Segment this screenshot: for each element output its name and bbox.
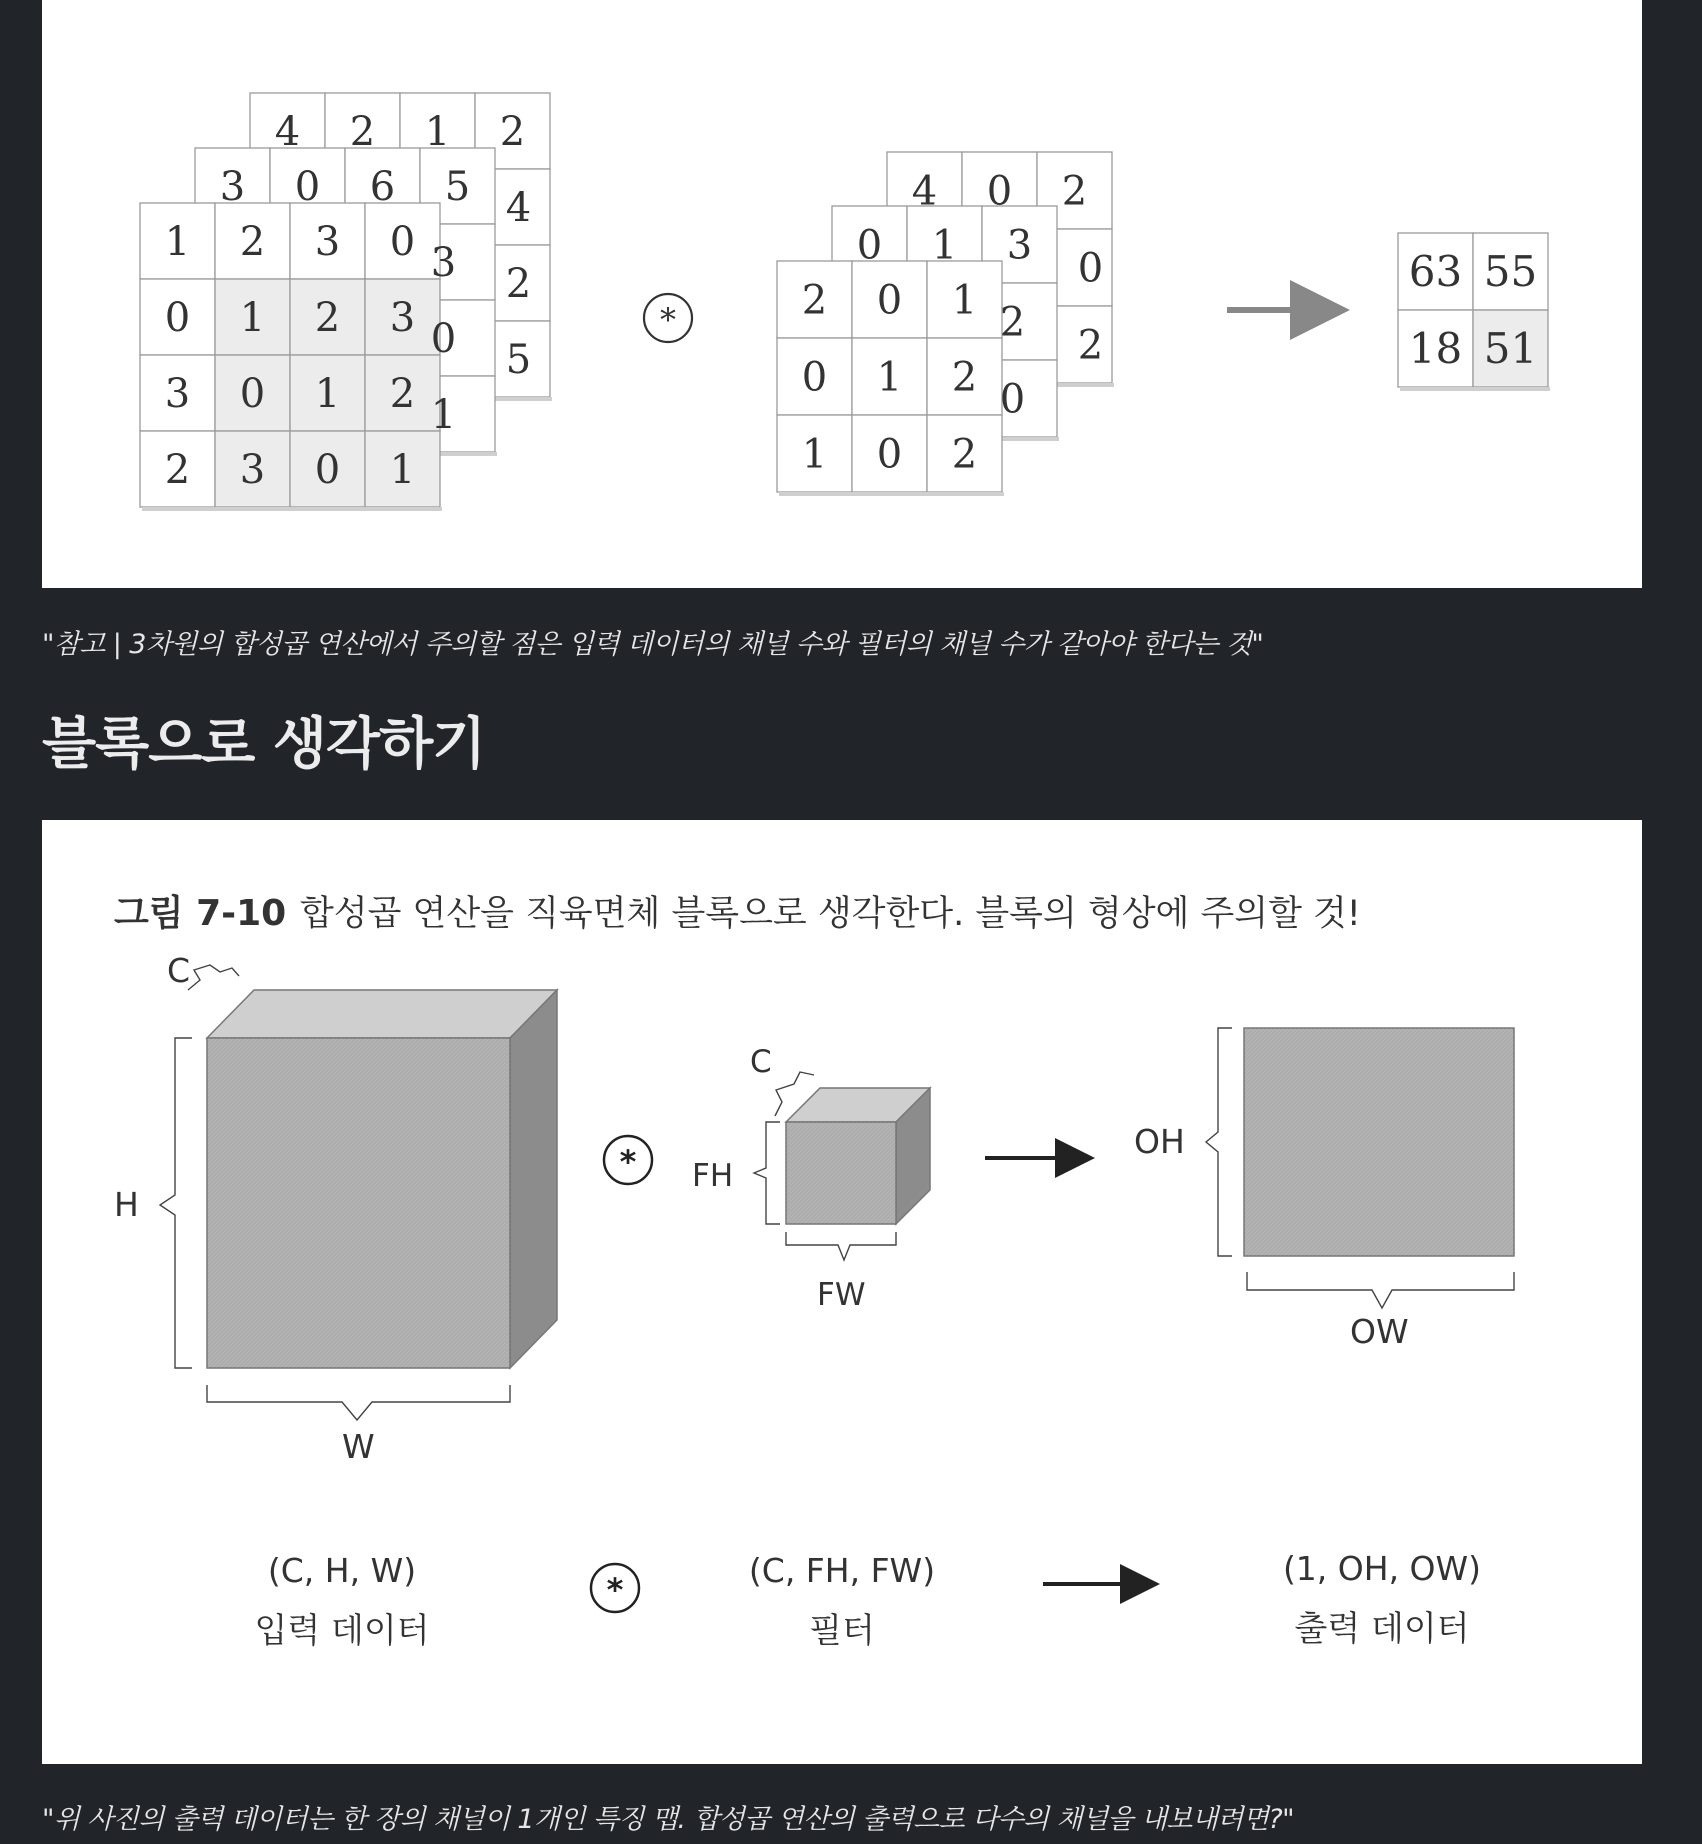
output-value: 18 <box>1408 324 1463 374</box>
input-value: 3 <box>314 219 341 265</box>
input-w-label: W <box>342 1427 375 1466</box>
output-oh-bracket <box>1206 1028 1232 1256</box>
output-oh-label: OH <box>1134 1122 1185 1161</box>
input-value: 2 <box>389 371 416 417</box>
input-value: 0 <box>314 447 341 493</box>
input-value: 1 <box>389 447 416 493</box>
filter-value: 2 <box>951 431 978 478</box>
filter-value: 1 <box>931 222 958 269</box>
block-diagram <box>42 820 1642 1764</box>
convolution-diagram <box>42 0 1642 588</box>
input-c-label: C <box>167 951 191 990</box>
input-value: 3 <box>239 447 266 493</box>
input-value: 6 <box>369 164 396 210</box>
output-value: 55 <box>1483 247 1538 297</box>
input-value: 2 <box>349 109 376 155</box>
input-value: 2 <box>239 219 266 265</box>
filter-value: 3 <box>1006 222 1033 269</box>
svg-text:*: * <box>606 1571 624 1609</box>
input-w-bracket <box>207 1385 510 1420</box>
input-value: 1 <box>164 219 191 265</box>
filter-block <box>786 1088 930 1224</box>
input-value: 2 <box>164 447 191 493</box>
input-middle-side-value: 3 <box>430 240 457 286</box>
input-value: 0 <box>164 295 191 341</box>
input-channel-2-shadow <box>142 507 442 511</box>
filter-value: 0 <box>801 354 828 401</box>
filter-value: 0 <box>986 168 1013 215</box>
output-value: 63 <box>1408 247 1463 297</box>
input-name: 입력 데이터 <box>254 1611 430 1651</box>
input-value: 1 <box>314 371 341 417</box>
input-value: 5 <box>444 164 471 210</box>
input-value: 0 <box>239 371 266 417</box>
convolution-operator-symbol: * <box>660 301 676 339</box>
input-value: 2 <box>499 109 526 155</box>
filter-value: 1 <box>876 354 903 401</box>
input-block <box>207 990 557 1368</box>
filter-value: 0 <box>876 431 903 478</box>
output-ow-bracket <box>1247 1272 1514 1308</box>
input-value: 3 <box>389 295 416 341</box>
figure-number: 그림 7-10 <box>114 893 287 934</box>
figure-title: 합성곱 연산을 직육면체 블록으로 생각한다. 블록의 형상에 주의할 것! <box>300 894 1361 934</box>
input-back-side-value: 2 <box>505 261 532 307</box>
figure-3d-convolution-example <box>42 0 1642 588</box>
output-ow-label: OW <box>1350 1312 1409 1351</box>
input-value: 1 <box>239 295 266 341</box>
figure-note-caption: "참고 | 3차원의 합성곱 연산에서 주의할 점은 입력 데이터의 채널 수와 필터의 채널 수가 같아야 한다는 것" <box>42 629 1264 660</box>
input-middle-side-value: 1 <box>430 392 457 438</box>
convolution-operator-icon <box>604 1136 652 1184</box>
input-value: 0 <box>294 164 321 210</box>
input-value: 1 <box>424 109 451 155</box>
filter-value: 1 <box>951 277 978 324</box>
filter-value: 2 <box>951 354 978 401</box>
figure-block-convolution <box>42 820 1642 1764</box>
input-value: 0 <box>389 219 416 265</box>
filter-value: 2 <box>801 277 828 324</box>
filter-value: 2 <box>1061 168 1088 215</box>
input-h-label: H <box>114 1185 139 1224</box>
filter-back-side-value: 0 <box>1077 245 1104 292</box>
input-value: 3 <box>219 164 246 210</box>
output-block <box>1244 1028 1514 1256</box>
filter-back-side-value: 2 <box>1077 322 1104 369</box>
input-back-side-value: 5 <box>505 337 532 383</box>
filter-channel-2-shadow <box>779 492 1004 496</box>
input-shape: (C, H, W) <box>267 1551 417 1590</box>
svg-text:*: * <box>619 1143 637 1181</box>
filter-fw-label: FW <box>817 1277 866 1313</box>
output-value: 51 <box>1483 324 1538 374</box>
filter-c-label: C <box>750 1044 772 1080</box>
input-c-bracket <box>188 965 239 990</box>
input-value: 4 <box>274 109 301 155</box>
input-value: 2 <box>314 295 341 341</box>
filter-value: 0 <box>876 277 903 324</box>
filter-fw-bracket <box>786 1232 896 1260</box>
convolution-operator-icon-bottom <box>591 1564 639 1612</box>
output-name: 출력 데이터 <box>1294 1609 1470 1649</box>
filter-shape: (C, FH, FW) <box>748 1551 936 1590</box>
filter-middle-side-value: 0 <box>999 376 1026 423</box>
filter-fh-label: FH <box>692 1158 734 1194</box>
filter-fh-bracket <box>754 1122 780 1224</box>
question-caption: "위 사진의 출력 데이터는 한 장의 채널이 1개인 특징 맵. 합성곱 연산의 출력으로 다수의 채널을 내보내려면?" <box>42 1804 1294 1835</box>
output-shadow <box>1400 387 1550 391</box>
section-heading: 블록으로 생각하기 <box>42 712 486 777</box>
input-h-bracket <box>160 1038 192 1368</box>
input-middle-side-value: 0 <box>430 316 457 362</box>
filter-value: 1 <box>801 431 828 478</box>
filter-middle-side-value: 2 <box>999 299 1026 346</box>
output-shape: (1, OH, OW) <box>1282 1549 1482 1588</box>
filter-name: 필터 <box>809 1611 875 1651</box>
input-value: 3 <box>164 371 191 417</box>
filter-value: 4 <box>911 168 938 215</box>
filter-value: 0 <box>856 222 883 269</box>
input-back-side-value: 4 <box>505 185 532 231</box>
